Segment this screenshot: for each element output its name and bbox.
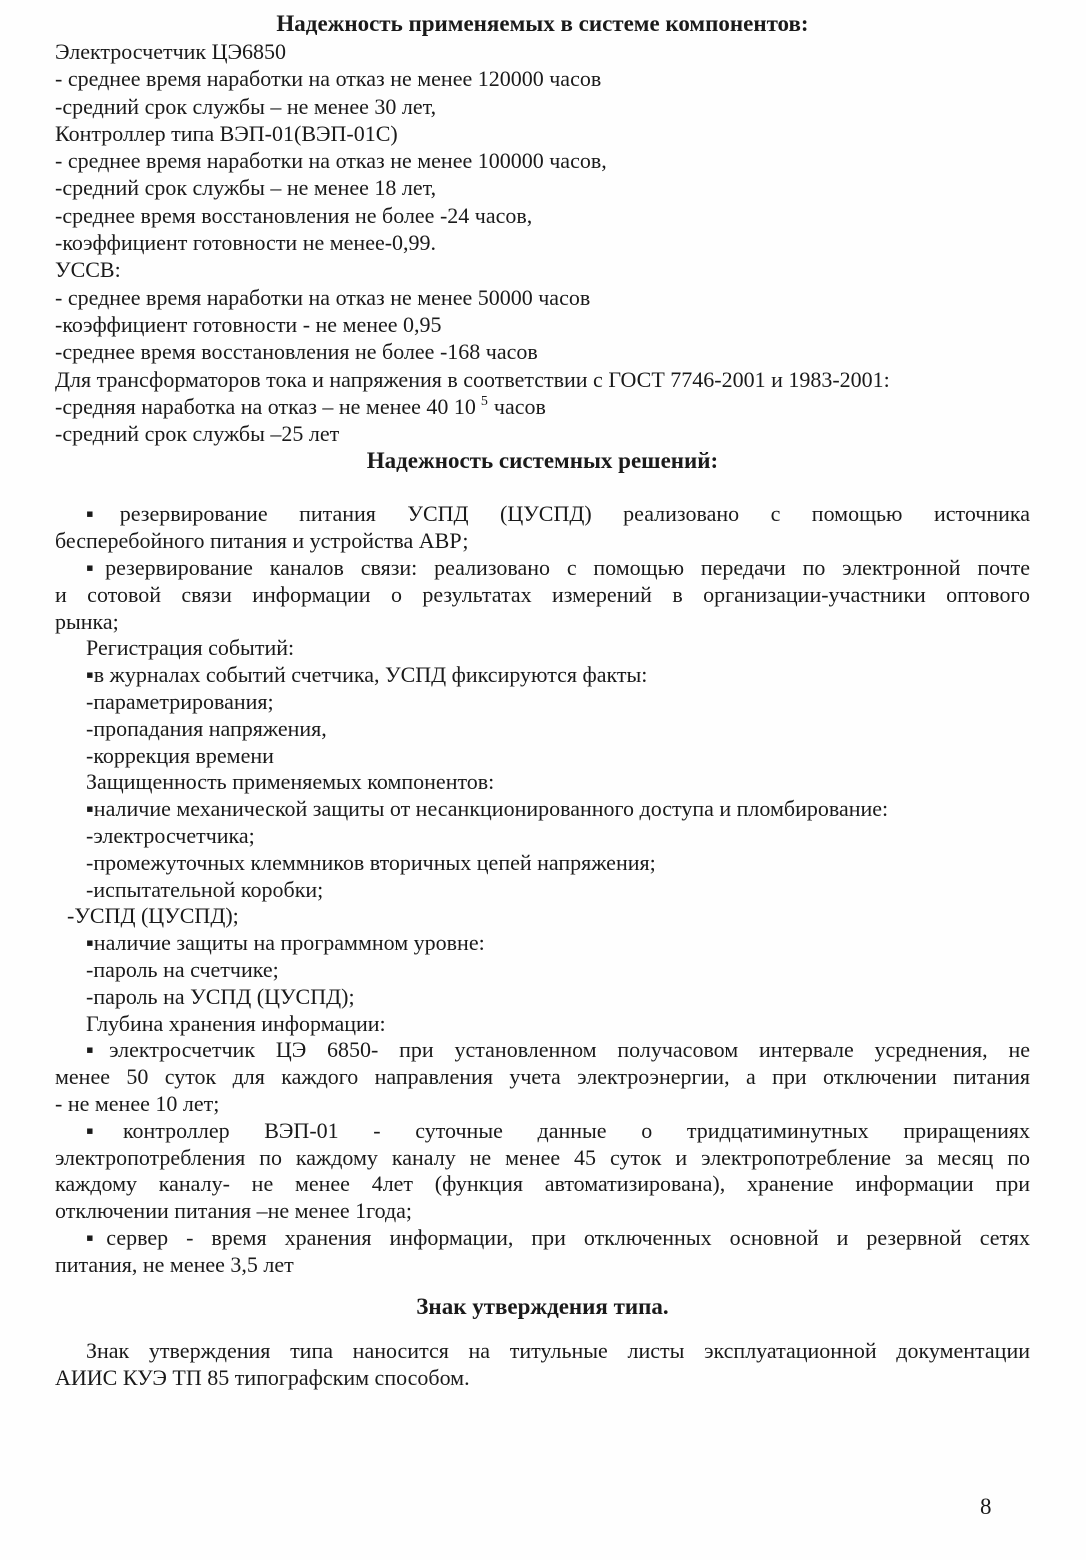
text-line: электропотребления по каждому каналу не менее 45 суток и электропотребление за месяц по (55, 1144, 1030, 1170)
text-line: -пароль на УСПД (ЦУСПД); (86, 983, 355, 1009)
text-line: -среднее время восстановления не более -168 часов (55, 339, 538, 365)
text-line-mtbf (55, 393, 1030, 420)
text-line: ▪сервер - время хранения информации, при отключенных основной и резервной сетях (86, 1224, 1030, 1250)
type-approval-body (55, 1337, 1030, 1392)
text-line: отключении питания –не менее 1года; (55, 1198, 413, 1224)
text-line: Контроллер типа ВЭП-01(ВЭП-01С) (55, 120, 398, 146)
text-line: -коэффициент готовности не менее-0,99. (55, 230, 437, 256)
text-line: - среднее время наработки на отказ не менее 120000 часов (55, 66, 602, 92)
text-line: -пропадания напряжения, (86, 715, 327, 741)
text-line: ▪в журналах событий счетчика, УСПД фиксируются факты: (86, 662, 648, 688)
text-line: АИИС КУЭ ТП 85 типографским способом. (55, 1364, 470, 1390)
mtbf-exponent: 5 (480, 393, 488, 409)
text-line: Для трансформаторов тока и напряжения в соответствии с ГОСТ 7746-2001 и 1983-2001: (55, 366, 890, 392)
text-line: ▪наличие механической защиты от несанкционированного доступа и пломбирование: (86, 796, 889, 822)
text-line: -УСПД (ЦУСПД); (67, 903, 239, 929)
text-line: -средний срок службы – не менее 18 лет, (55, 175, 437, 201)
text-line: -испытательной коробки; (86, 876, 324, 902)
text-line: Электросчетчик ЦЭ6850 (55, 39, 287, 64)
text-line: Глубина хранения информации: (86, 1010, 386, 1036)
text-line: Знак утверждения типа наносится на титульные листы эксплуатационной документации (86, 1337, 1030, 1363)
text-line: -средний срок службы – не менее 30 лет, (55, 93, 437, 119)
mtbf-unit: часов (493, 393, 546, 419)
text-line: менее 50 суток для каждого направления учета электроэнергии, а при отключении питания (55, 1064, 1030, 1090)
text-line: - не менее 10 лет; (55, 1090, 220, 1116)
text-line: питания, не менее 3,5 лет (55, 1251, 294, 1277)
text-line: -коэффициент готовности - не менее 0,95 (55, 311, 442, 337)
text-line: ▪электросчетчик ЦЭ 6850- при установленном получасовом интервале усреднения, не (86, 1037, 1030, 1063)
text-line: Регистрация событий: (86, 635, 295, 661)
text-line: ▪контроллер ВЭП-01 - суточные данные о тридцатиминутных приращениях (86, 1117, 1030, 1143)
text-line: - среднее время наработки на отказ не менее 50000 часов (55, 284, 591, 310)
heading-type-approval: Знак утверждения типа. (416, 1293, 669, 1319)
text-line: -среднее время восстановления не более -24 часов, (55, 202, 533, 228)
text-line: -электросчетчика; (86, 823, 255, 849)
system-solutions-body (55, 501, 1030, 1278)
text-line: -коррекция времени (86, 742, 274, 768)
mtbf-text: -средняя наработка на отказ – не менее 40 10 (55, 393, 476, 419)
text-line: рынка; (55, 608, 119, 634)
text-line: -промежуточных клеммников вторичных цепей напряжения; (86, 849, 656, 875)
text-line: -параметрирования; (86, 689, 274, 715)
text-line: ▪резервирование питания УСПД (ЦУСПД) реализовано с помощью источника (86, 501, 1030, 527)
heading-system-solutions: Надежность системных решений: (366, 448, 719, 474)
text-line: каждому каналу- не менее 4лет (функция автоматизирована), хранение информации при (55, 1171, 1030, 1197)
text-line: -пароль на счетчике; (86, 957, 279, 982)
text-line: УССВ: (55, 257, 121, 283)
text-line: Защищенность применяемых компонентов: (86, 769, 495, 795)
text-line: ▪наличие защиты на программном уровне: (86, 930, 485, 956)
components-reliability-list (55, 38, 1030, 447)
heading-components-reliability: Надежность применяемых в системе компонентов: (276, 11, 809, 36)
text-line: -средний срок службы –25 лет (55, 421, 340, 447)
text-line: ▪резервирование каналов связи: реализовано с помощью передачи по электронной почте (86, 555, 1030, 581)
text-line: бесперебойного питания и устройства АВР; (55, 528, 469, 554)
text-line: и сотовой связи информации о результатах измерений в организации-участники оптового (55, 581, 1030, 607)
page-number: 8 (980, 1494, 992, 1519)
text-line: - среднее время наработки на отказ не менее 100000 часов, (55, 148, 607, 174)
